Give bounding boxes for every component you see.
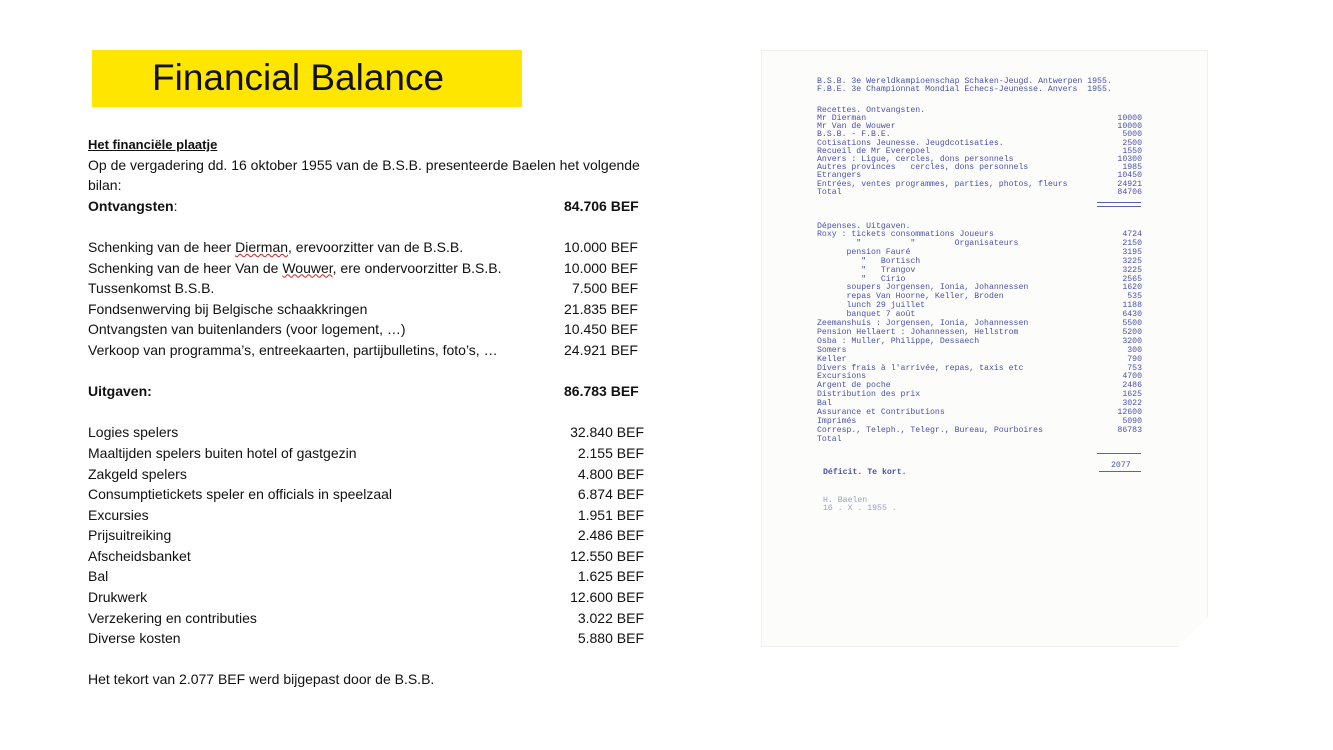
scan-deficit-number: 2077 (1111, 461, 1131, 470)
expense-row (88, 608, 688, 629)
scan-row-number: 5500 (1122, 319, 1142, 328)
scan-row-label: Bal (817, 399, 832, 409)
scan-total-rule (1097, 453, 1141, 454)
expense-label: Drukwerk (88, 589, 148, 606)
receipt-amount: 10.450 BEF (564, 321, 638, 338)
scan-row-label: " Bortisch (817, 256, 921, 266)
receipt-row (88, 237, 688, 258)
scan-row-number: 84706 (1117, 187, 1142, 197)
receipts-label: Ontvangsten (88, 197, 174, 214)
scan-row-label: Distribution des prix (817, 390, 921, 400)
scan-row-number: 3195 (1122, 247, 1142, 257)
scan-row-label: Recueil de Mr Everepoel (817, 146, 931, 156)
scan-row-label: Osba : Muller, Philippe, Dessaech (817, 336, 980, 346)
expense-label: Excursies (88, 506, 149, 523)
expenses-heading-row (88, 381, 688, 402)
scan-row-number: 2486 (1122, 381, 1142, 391)
receipt-amount: 24.921 BEF (564, 341, 638, 358)
scan-header-2: F.B.E. 3e Championnat Mondial Echecs-Jeunesse. Anvers 1955. (817, 85, 1112, 94)
scan-row-label: Anvers : Ligue, cercles, dons personnels (817, 155, 1014, 164)
expense-amount: 12.550 BEF (570, 547, 644, 564)
expense-row (88, 443, 688, 464)
receipt-label-rest: , erevoorzitter van de B.S.B. (288, 238, 464, 255)
expense-row (88, 464, 688, 485)
expense-amount: 32.840 BEF (570, 424, 644, 441)
scan-row-label: Mr Van de Wouwer (817, 122, 896, 132)
expense-row (88, 587, 688, 608)
scan-row-number: 4700 (1122, 372, 1142, 382)
receipts-heading-row (88, 196, 688, 217)
expense-label: Zakgeld spelers (88, 465, 187, 482)
scan-row-number: 10300 (1117, 155, 1142, 164)
receipts-colon: : (173, 197, 178, 214)
scan-row-number: 1620 (1122, 283, 1142, 293)
scan-signature-name: H. Baelen (823, 496, 868, 505)
scan-row-label: Autres provinces cercles, dons personnels (817, 163, 1029, 173)
scan-row-label: Keller (817, 354, 847, 364)
scan-row-label: lunch 29 juillet (817, 301, 926, 311)
scan-row-number: 5200 (1122, 327, 1142, 337)
scan-row-number: 535 (1127, 292, 1142, 302)
expense-list (88, 422, 688, 649)
expense-label: Bal (88, 568, 109, 585)
receipt-label-flagged: Dierman (235, 238, 289, 255)
slide-title: Financial Balance (152, 57, 445, 98)
expense-label: Prijsuitreiking (88, 527, 172, 544)
scan-row-label: Corresp., Teleph., Telegr., Bureau, Pourboires (817, 425, 1044, 435)
expense-label: Diverse kosten (88, 630, 181, 647)
receipt-label: Verkoop van programma’s, entreekaarten, partijbulletins, foto’s, … (88, 341, 498, 358)
scan-row-number: 10000 (1117, 122, 1142, 132)
expense-amount: 6.874 BEF (577, 486, 644, 503)
receipt-label: Schenking van de heer (88, 238, 236, 255)
slide-title-box (92, 50, 522, 107)
expense-row (88, 422, 688, 443)
scan-row-label: Divers frais à l'arrivée, repas, taxis etc (817, 363, 1024, 373)
scan-row-number: 753 (1127, 363, 1142, 373)
scan-total-rule (1097, 206, 1141, 207)
expense-amount: 4.800 BEF (577, 465, 644, 482)
scan-row-number: 3225 (1122, 256, 1142, 266)
scan-row-label: Zeemanshuis : Jorgensen, Ionia, Johannessen (817, 319, 1029, 328)
expense-label: Verzekering en contributies (88, 609, 257, 626)
receipts-total: 84.706 BEF (564, 197, 639, 214)
expense-amount: 1.625 BEF (577, 568, 644, 585)
expense-label: Maaltijden spelers buiten hotel of gastgezin (88, 444, 357, 461)
intro-line-2: bilan: (88, 177, 122, 194)
scan-row-label: B.S.B. - F.B.E. (817, 130, 891, 140)
scan-row-number: 1550 (1122, 146, 1142, 156)
scan-row-number: 10000 (1117, 114, 1142, 123)
receipt-row (88, 258, 688, 279)
scan-row-label: Assurance et Contributions (817, 408, 945, 417)
scan-row-label: " Cirio (817, 274, 906, 284)
scan-row-number: 790 (1127, 354, 1142, 364)
expense-label: Afscheidsbanket (88, 547, 191, 564)
scan-row-number: 12600 (1117, 408, 1142, 417)
scanned-document (761, 50, 1208, 647)
scan-row-label: Excursions (817, 372, 867, 382)
expense-row (88, 546, 688, 567)
scan-total-rule (1097, 202, 1141, 203)
receipt-label: Fondsenwerving bij Belgische schaakkringen (88, 300, 368, 317)
scan-row-number: 4724 (1122, 230, 1142, 239)
expense-amount: 12.600 BEF (570, 589, 644, 606)
scan-row-label: Pension Hellaert : Johannessen, Hellstrom (817, 327, 1019, 337)
scan-row-label: repas Van Hoorne, Keller, Broden (817, 292, 1004, 302)
scan-row-number: 2500 (1122, 138, 1142, 148)
scan-recettes-title: Recettes. Ontvangsten. (817, 106, 926, 115)
scan-row-label: banquet 7 août (817, 310, 916, 320)
receipt-amount: 7.500 BEF (572, 280, 639, 297)
receipt-label: Tussenkomst B.S.B. (88, 280, 215, 297)
scan-row-label: Argent de poche (817, 381, 891, 391)
scan-row-number: 3200 (1122, 336, 1142, 346)
scan-row-number: 2565 (1122, 274, 1142, 284)
expense-row (88, 566, 688, 587)
scan-row-label: Imprimés (817, 416, 857, 426)
receipt-row (88, 340, 688, 361)
receipt-label-rest: , ere ondervoorzitter B.S.B. (332, 259, 502, 276)
balance-text (88, 134, 688, 690)
footer-note: Het tekort van 2.077 BEF werd bijgepast door de B.S.B. (88, 671, 435, 688)
expenses-total: 86.783 BEF (564, 383, 639, 400)
intro-line-1: Op de vergadering dd. 16 oktober 1955 van de B.S.B. presenteerde Baelen het volgende (88, 156, 640, 173)
expense-amount: 2.486 BEF (577, 527, 644, 544)
scan-row-label: Etrangers (817, 171, 862, 181)
scan-row-label: Total (817, 434, 842, 444)
scan-row-number: 6430 (1122, 310, 1142, 320)
scan-row-label: soupers Jorgensen, Ionia, Johannessen (817, 283, 1029, 293)
receipt-amount: 10.000 BEF (564, 238, 638, 255)
expense-amount: 1.951 BEF (577, 506, 644, 523)
scan-row-label: Total (817, 187, 842, 197)
scan-row-label: Cotisations Jeunesse. Jeugdcotisaties. (817, 138, 1004, 148)
scan-row-label: " " Organisateurs (817, 238, 1019, 248)
receipt-row (88, 299, 688, 320)
expense-label: Logies spelers (88, 424, 179, 441)
expense-row (88, 484, 688, 505)
receipt-label: Ontvangsten van buitenlanders (voor logement, …) (88, 321, 406, 338)
section-heading: Het financiële plaatje (88, 137, 218, 152)
scan-header-1: B.S.B. 3e Wereldkampioenschap Schaken-Jeugd. Antwerpen 1955. (817, 77, 1112, 86)
scan-row-label: " Trangov (817, 265, 916, 275)
scan-row-number: 86783 (1117, 425, 1142, 435)
scan-deficit-label: Déficit. Te kort. (823, 468, 907, 477)
expense-label: Consumptietickets speler en officials in speelzaal (88, 486, 393, 503)
expense-row (88, 505, 688, 526)
scan-row-number: 5000 (1122, 130, 1142, 140)
scan-row-number: 1188 (1122, 301, 1142, 311)
scan-deficit-rule (1099, 471, 1141, 472)
scan-row-number: 5090 (1122, 416, 1142, 426)
scan-row-number: 3225 (1122, 265, 1142, 275)
scan-row-label: Mr Dierman (817, 114, 867, 123)
scan-row-label: pension Fauré (817, 247, 911, 257)
expense-row (88, 628, 688, 649)
scan-row-number: 10450 (1117, 171, 1142, 181)
expense-amount: 5.880 BEF (577, 630, 644, 647)
scan-depenses-title: Dépenses. Uitgaven. (817, 222, 911, 231)
scan-row-number: 2150 (1122, 238, 1142, 248)
expenses-label: Uitgaven: (88, 383, 152, 400)
receipt-amount: 10.000 BEF (564, 259, 638, 276)
scan-row-label: Roxy : tickets consommations Joueurs (817, 230, 994, 239)
expense-amount: 2.155 BEF (577, 444, 644, 461)
scan-signature-date: 16 . X . 1955 . (823, 504, 897, 513)
scan-row-number: 24921 (1117, 179, 1142, 189)
scan-torn-corner (1178, 617, 1208, 647)
expense-amount: 3.022 BEF (577, 609, 644, 626)
expense-row (88, 525, 688, 546)
scan-row-label: Entrées, ventes programmes, parties, photos, fleurs (817, 179, 1068, 189)
receipt-row (88, 278, 688, 299)
receipt-amount: 21.835 BEF (564, 300, 638, 317)
scan-row-number: 3022 (1122, 399, 1142, 409)
scan-row-label: Somers (817, 345, 847, 355)
scan-row-number: 1985 (1122, 163, 1142, 173)
receipt-row (88, 319, 688, 340)
scan-row-number: 300 (1127, 345, 1142, 355)
receipt-label: Schenking van de heer Van de (88, 259, 283, 276)
receipt-label-flagged: Wouwer (282, 259, 333, 276)
scan-row-number: 1625 (1122, 390, 1142, 400)
